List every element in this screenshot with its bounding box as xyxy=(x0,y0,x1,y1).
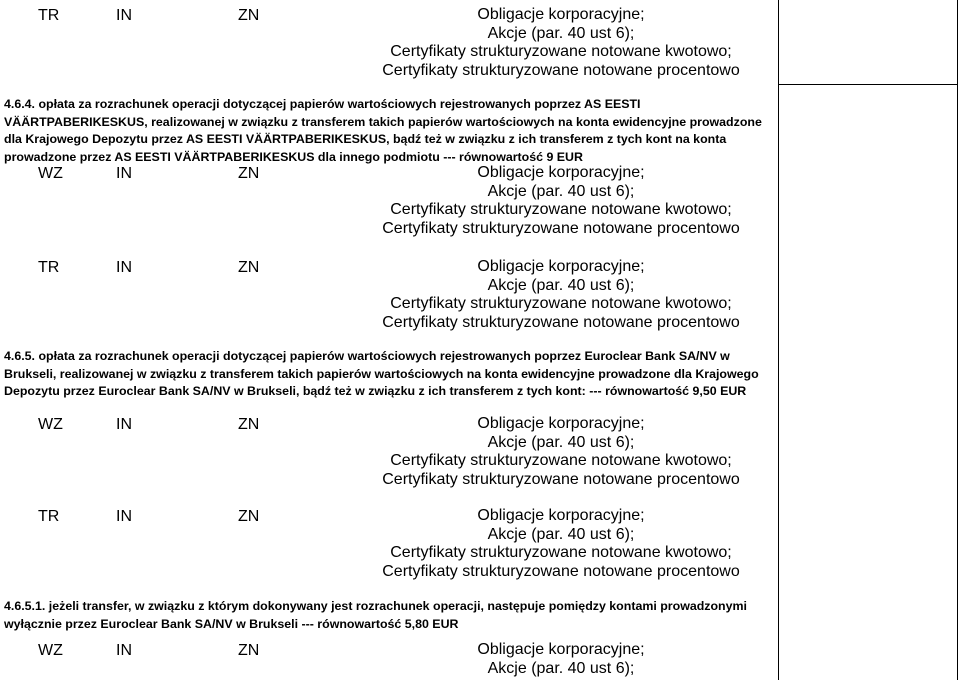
code-tr: TR xyxy=(38,7,60,24)
instrument-list xyxy=(351,164,771,238)
code-zn: ZN xyxy=(238,416,260,433)
code-in: IN xyxy=(116,7,132,24)
instrument-list xyxy=(351,641,771,678)
instrument-cert-procentowo: Certyfikaty strukturyzowane notowane procentowo xyxy=(382,313,740,331)
code-wz: WZ xyxy=(38,642,63,659)
instrument-akcje: Akcje (par. 40 ust 6); xyxy=(487,182,635,200)
instrument-akcje: Akcje (par. 40 ust 6); xyxy=(487,24,635,42)
instrument-obligacje: Obligacje korporacyjne; xyxy=(477,164,645,181)
instrument-cert-procentowo: Certyfikaty strukturyzowane notowane procentowo xyxy=(382,562,740,580)
instrument-cert-procentowo: Certyfikaty strukturyzowane notowane procentowo xyxy=(382,470,740,488)
section-number: 4.6.5. xyxy=(4,349,36,363)
instrument-cert-kwotowo: Certyfikaty strukturyzowane notowane kwotowo; xyxy=(390,544,732,561)
instrument-cert-kwotowo: Certyfikaty strukturyzowane notowane kwotowo; xyxy=(390,201,732,218)
section-text: opłata za rozrachunek operacji dotyczącej papierów wartościowych rejestrowanych poprzez AS EESTI VÄÄRTPABERIKESKUS, realizowanej w związku z transferem takich papierów wartościowych na konta ewidencyjne prowadzone dla Krajowego Depozytu przez AS EESTI VÄÄRTPABERIKESKUS, bądź też w związku z ich transferem z tych kont na konta prowadzone przez AS EESTI VÄÄRTPABERIKESKUS dla innego podmiotu --- równowartość 9 EUR xyxy=(4,97,762,164)
code-in: IN xyxy=(116,165,132,182)
instrument-obligacje: Obligacje korporacyjne; xyxy=(477,641,645,658)
section-number: 4.6.5.1. xyxy=(4,599,46,613)
code-in: IN xyxy=(116,642,132,659)
section-4-6-5-1 xyxy=(4,598,776,633)
instrument-akcje: Akcje (par. 40 ust 6); xyxy=(487,659,635,677)
instrument-obligacje: Obligacje korporacyjne; xyxy=(477,6,645,23)
code-zn: ZN xyxy=(238,259,260,276)
instrument-list xyxy=(351,507,771,581)
instrument-obligacje: Obligacje korporacyjne; xyxy=(477,415,645,432)
code-wz: WZ xyxy=(38,416,63,433)
instrument-cert-kwotowo: Certyfikaty strukturyzowane notowane kwotowo; xyxy=(390,43,732,60)
code-zn: ZN xyxy=(238,508,260,525)
instrument-akcje: Akcje (par. 40 ust 6); xyxy=(487,525,635,543)
column-divider-right xyxy=(957,0,958,680)
instrument-cert-procentowo: Certyfikaty strukturyzowane notowane procentowo xyxy=(382,219,740,237)
code-in: IN xyxy=(116,259,132,276)
instrument-list xyxy=(351,6,771,80)
instrument-obligacje: Obligacje korporacyjne; xyxy=(477,507,645,524)
code-wz: WZ xyxy=(38,165,63,182)
instrument-cert-kwotowo: Certyfikaty strukturyzowane notowane kwotowo; xyxy=(390,295,732,312)
code-in: IN xyxy=(116,416,132,433)
code-zn: ZN xyxy=(238,642,260,659)
code-tr: TR xyxy=(38,508,60,525)
section-4-6-5 xyxy=(4,348,776,401)
instrument-akcje: Akcje (par. 40 ust 6); xyxy=(487,276,635,294)
section-text: opłata za rozrachunek operacji dotyczącej papierów wartościowych rejestrowanych poprzez Euroclear Bank SA/NV w Brukseli, realizowanej w związku z transferem takich papierów wartościowych na konta ewidencyjne prowadzone dla Krajowego Depozytu przez Euroclear Bank SA/NV w Brukseli, bądź też w związku z ich transferem z tych kont: --- równowartość 9,50 EUR xyxy=(4,349,759,398)
instrument-list xyxy=(351,258,771,332)
instrument-cert-kwotowo: Certyfikaty strukturyzowane notowane kwotowo; xyxy=(390,452,732,469)
code-zn: ZN xyxy=(238,7,260,24)
column-divider-left xyxy=(778,0,779,680)
instrument-cert-procentowo: Certyfikaty strukturyzowane notowane procentowo xyxy=(382,61,740,79)
row-divider xyxy=(778,84,958,85)
instrument-akcje: Akcje (par. 40 ust 6); xyxy=(487,433,635,451)
instrument-obligacje: Obligacje korporacyjne; xyxy=(477,258,645,275)
code-tr: TR xyxy=(38,259,60,276)
code-zn: ZN xyxy=(238,165,260,182)
section-4-6-4 xyxy=(4,96,776,166)
instrument-list xyxy=(351,415,771,489)
section-number: 4.6.4. xyxy=(4,97,36,111)
section-text: jeżeli transfer, w związku z którym dokonywany jest rozrachunek operacji, następuje pomiędzy kontami prowadzonymi wyłącznie przez Euroclear Bank SA/NV w Brukseli --- równowartość 5,80 EUR xyxy=(4,599,747,631)
code-in: IN xyxy=(116,508,132,525)
